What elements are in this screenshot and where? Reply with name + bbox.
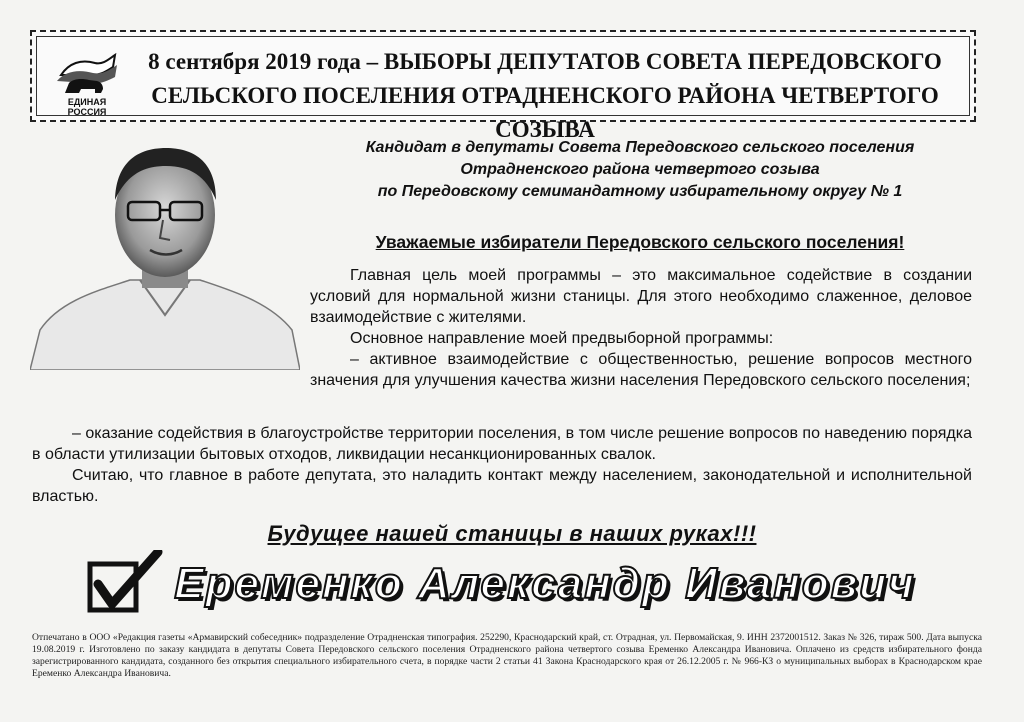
program-paragraph-2: Основное направление моей предвыборной программы: — [350, 330, 774, 347]
program-paragraph-5: Считаю, что главное в работе депутата, это наладить контакт между населением, законодательной и исполнительной властью. — [32, 467, 972, 505]
header-banner — [30, 30, 976, 142]
slogan: Будущее нашей станицы в наших руках!!! — [267, 521, 757, 546]
program-paragraph-4: – оказание содействия в благоустройстве территории поселения, в том числе решение вопросов по наведению порядка в области утилизации бытовых отходов, ликвидации несанкционированных свалок. — [32, 425, 973, 463]
headline-line1: 8 сентября 2019 года – ВЫБОРЫ ДЕПУТАТОВ СОВЕТА ПЕРЕДОВСКОГО — [148, 49, 942, 74]
logo-text-line1: ЕДИНАЯ — [67, 97, 107, 107]
salutation: Уважаемые избиратели Передовского сельского поселения! — [375, 232, 905, 252]
checkmark-box-icon — [86, 550, 166, 616]
candidate-line3: по Передовскому семимандатному избирательному округу № 1 — [377, 183, 903, 200]
candidate-photo — [30, 130, 300, 370]
program-paragraph-1: Главная цель моей программы – это максимальное содействие в создании условий для нормальной жизни станицы. Для этого необходимо слаженное, деловое взаимодействие с жителями. — [310, 267, 972, 326]
imprint-text: Отпечатано в ООО «Редакция газеты «Армавирский собеседник» подразделение Отрадненская типография. 252290, Краснодарский край, ст. Отрадная, ул. Первомайская, 9. ИНН 2372001512. Заказ № 326, тираж 500. Дата выпуска 19.08.2019 г. Изготовлено по заказу кандидата в депутаты Совета Передовского сельского поселения Отрадненского района четвертого созыва Еременко Александра Ивановича. Оплачено из средств избирательного фонда зарегистрированного кандидата, созданного без открытия специального избирательного счета, в порядке части 2 статьи 41 Закона Краснодарского края от 26.12.2005 г. № 966-КЗ о муниципальных выборах в Краснодарском крае Еременко Александра Ивановича. — [32, 632, 982, 679]
program-text-bottom — [32, 423, 972, 507]
candidate-line2: Отрадненского района четвертого созыва — [460, 161, 820, 178]
logo-text-line2: РОССИЯ — [67, 107, 107, 117]
candidate-line1: Кандидат в депутаты Совета Передовского сельского поселения — [365, 139, 915, 156]
headline-line2: СЕЛЬСКОГО ПОСЕЛЕНИЯ ОТРАДНЕНСКОГО РАЙОНА ЧЕТВЕРТОГО СОЗЫВА — [151, 83, 939, 142]
flag-bear-icon — [51, 45, 123, 95]
candidate-name: Еременко Александр Иванович — [174, 559, 916, 608]
party-logo — [51, 45, 123, 119]
header-inner-frame — [36, 36, 970, 142]
candidate-description — [300, 137, 980, 203]
program-paragraph-3: – активное взаимодействие с общественностью, решение вопросов местного значения для улучшения качества жизни населения Передовского сельского поселения; — [310, 351, 972, 389]
program-text-top — [310, 265, 972, 391]
